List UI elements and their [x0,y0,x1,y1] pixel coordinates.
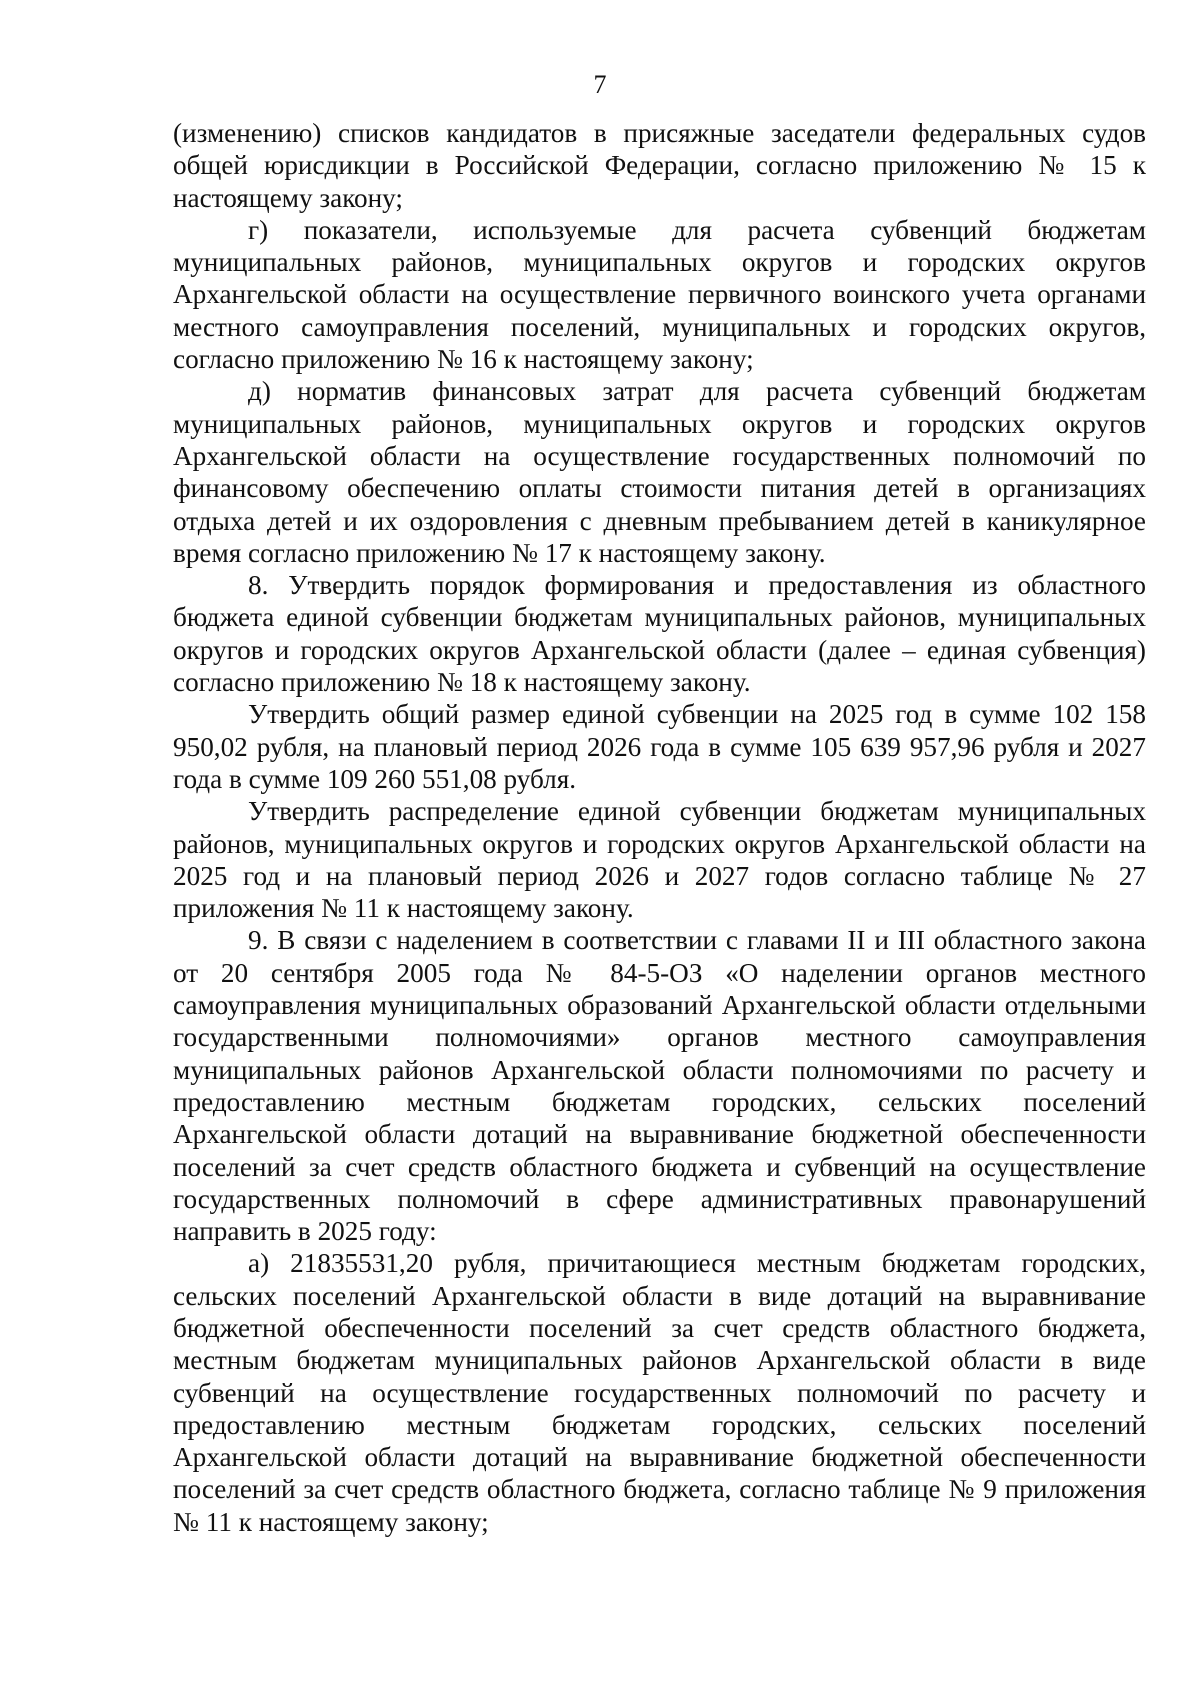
document-body [173,117,1146,1538]
paragraph-clause-9-delegated-powers: 9. В связи с наделением в соответствии с главами II и III областного закона от 20 сентября 2005 года № 84-5-ОЗ «О наделении органов местного самоуправления муниципальных образований Архангельской области отдельными государственными полномочиями» органов местного самоуправления муниципальных районов Архангельской области полномочиями по расчету и предоставлению местным бюджетам городских, сельских поселений Архангельской области дотаций на выравнивание бюджетной обеспеченности поселений за счет средств областного бюджета и субвенций на осуществление государственных полномочий в сфере административных правонарушений направить в 2025 году: [173,925,1146,1247]
paragraph-jury-lists: (изменению) списков кандидатов в присяжные заседатели федеральных судов общей юрисдикции в Российской Федерации, согласно приложению № 15 к настоящему закону; [173,118,1146,213]
paragraph-item-d-children-meals: д) норматив финансовых затрат для расчета субвенций бюджетам муниципальных районов, муниципальных округов и городских округов Архангельской области на осуществление государственных полномочий по финансовому обеспечению оплаты стоимости питания детей в организациях отдыха детей и их оздоровления с дневным пребыванием детей в каникулярное время согласно приложению № 17 к настоящему закону. [173,376,1146,568]
paragraph-single-subvention-distribution: Утвердить распределение единой субвенции бюджетам муниципальных районов, муниципальных округов и городских округов Архангельской области на 2025 год и на плановый период 2026 и 2027 годов согласно таблице № 27 приложения № 11 к настоящему закону. [173,796,1146,924]
page-number: 7 [593,70,607,99]
paragraph-clause-8-single-subvention-procedure: 8. Утвердить порядок формирования и предоставления из областного бюджета единой субвенции бюджетам муниципальных районов, муниципальных округов и городских округов Архангельской области (далее – единая субвенция) согласно приложению № 18 к настоящему закону. [173,570,1146,698]
paragraph-item-g-military-registration: г) показатели, используемые для расчета субвенций бюджетам муниципальных районов, муниципальных округов и городских округов Архангельской области на осуществление первичного воинского учета органами местного самоуправления поселений, муниципальных и городских округов, согласно приложению № 16 к настоящему закону; [173,214,1146,375]
paragraph-single-subvention-amount: Утвердить общий размер единой субвенции на 2025 год в сумме 102 158 950,02 рубля, на плановый период 2026 года в сумме 105 639 957,96 рубля и 2027 года в сумме 109 260 551,08 рубля. [173,699,1146,794]
paragraph-item-a-equalization-grants: а) 21835531,20 рубля, причитающиеся местным бюджетам городских, сельских поселений Архангельской области в виде дотаций на выравнивание бюджетной обеспеченности поселений за счет средств областного бюджета, местным бюджетам муниципальных районов Архангельской области в виде субвенций на осуществление государственных полномочий по расчету и предоставлению местным бюджетам городских, сельских поселений Архангельской области дотаций на выравнивание бюджетной обеспеченности поселений за счет средств областного бюджета, согласно таблице № 9 приложения № 11 к настоящему закону; [173,1248,1146,1537]
